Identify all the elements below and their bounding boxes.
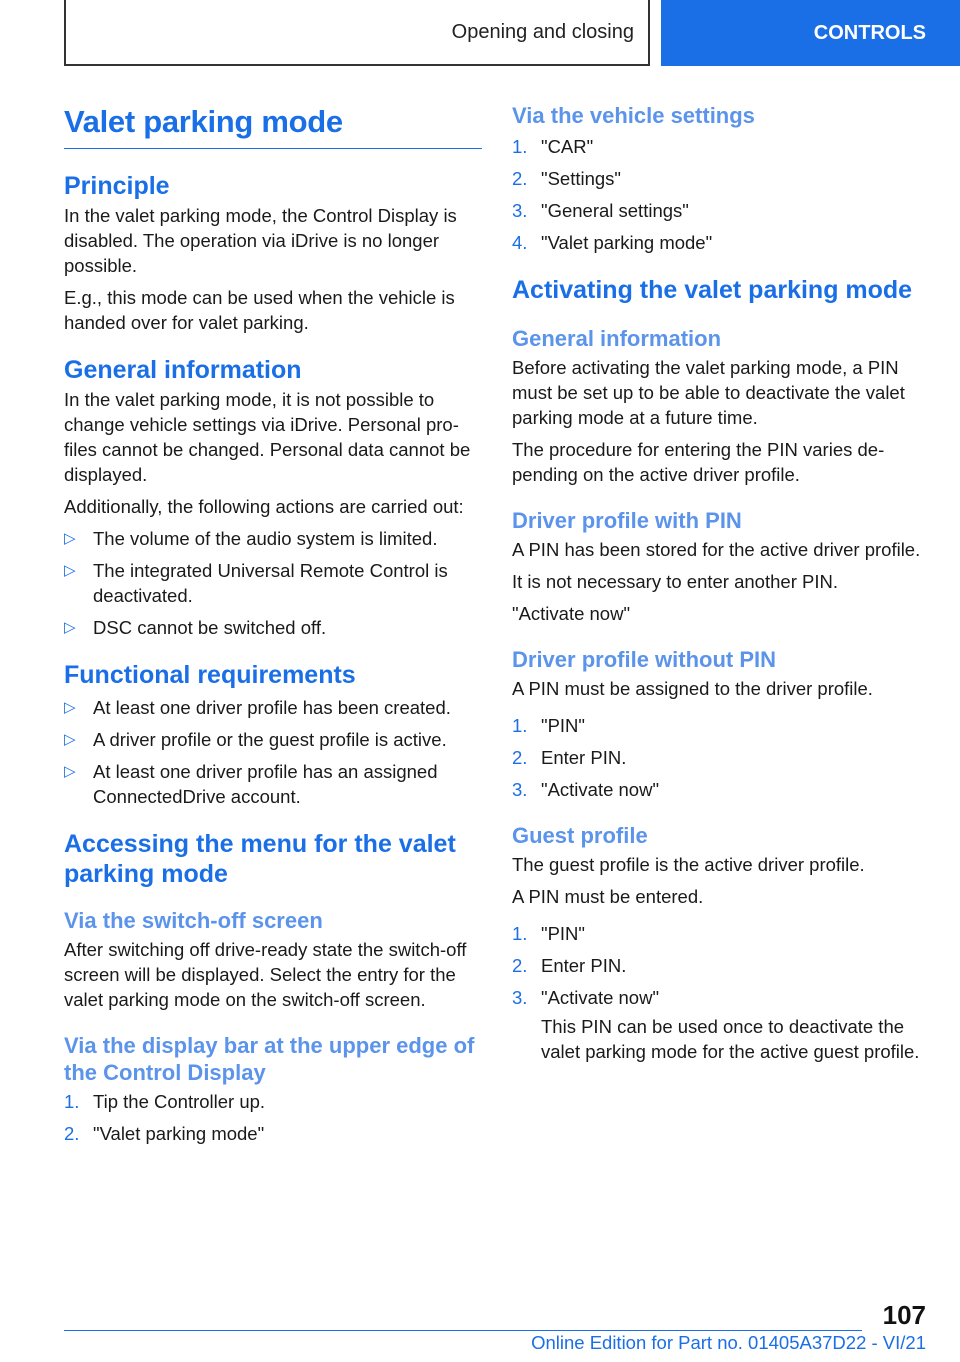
switchoff-heading: Via the switch-off screen <box>64 907 323 933</box>
guest-profile-heading: Guest profile <box>512 823 648 848</box>
list-item: ▷ DSC cannot be switched off. <box>64 616 327 638</box>
activating-general-paragraph: Before activating the valet parking mode, a PIN must be set up to be able to deactivate the valet parking mode at a future time. <box>512 357 905 428</box>
displaybar-heading: Via the display bar at the upper edge of the Control Display <box>64 1032 475 1085</box>
list-item: ▷ At least one driver profile has been created. <box>64 696 451 718</box>
header-section-label: Opening and closing <box>451 20 634 43</box>
list-item: 2. Enter PIN. <box>512 955 627 976</box>
principle-heading: Principle <box>64 171 170 200</box>
general-info-heading: General information <box>64 355 302 384</box>
activating-heading: Activating the valet parking mode <box>512 276 913 304</box>
principle-paragraph: E.g., this mode can be used when the vehicle is handed over for valet parking. <box>64 286 455 333</box>
general-info-paragraph: In the valet parking mode, it is not possible to change vehicle settings via iDrive. Personal profiles cannot be changed. Personal data cannot be displayed. <box>64 388 471 485</box>
list-item: 3. "Activate now" <box>512 987 660 1008</box>
with-pin-paragraph: "Activate now" <box>512 603 631 624</box>
requirements-heading: Functional requirements <box>64 660 356 689</box>
with-pin-heading: Driver profile with PIN <box>512 508 742 533</box>
switchoff-paragraph: After switching off drive-ready state the switch-off screen will be displayed. Select the entry for the valet parking mode on the switch-off screen. <box>64 938 467 1010</box>
vehicle-settings-heading: Via the vehicle settings <box>512 103 755 128</box>
triangle-bullet-icon: ▷ <box>64 561 76 579</box>
guest-profile-paragraph: The guest profile is the active driver profile. <box>512 854 865 875</box>
list-item: ▷ The integrated Universal Remote Control is deactivated. <box>64 559 448 606</box>
list-item: 2. "Valet parking mode" <box>64 1122 265 1144</box>
footer-edition: Online Edition for Part no. 01405A37D22 - VI/21 <box>531 1332 926 1353</box>
triangle-bullet-icon: ▷ <box>64 698 76 716</box>
left-column <box>64 98 482 1153</box>
without-pin-heading: Driver profile without PIN <box>512 647 777 672</box>
list-item: ▷ The volume of the audio system is limited. <box>64 527 438 549</box>
list-item: 1. Tip the Controller up. <box>64 1090 266 1112</box>
guest-profile-note: This PIN can be used once to deactivate the valet parking mode for the active guest profile. <box>541 1016 920 1062</box>
right-column <box>512 98 922 1071</box>
guest-profile-steps <box>512 921 922 1010</box>
triangle-bullet-icon: ▷ <box>64 762 76 780</box>
list-item: 1. "PIN" <box>512 923 585 944</box>
displaybar-steps <box>64 1089 482 1146</box>
with-pin-paragraph: It is not necessary to enter another PIN. <box>512 571 838 592</box>
list-item: 3. "General settings" <box>512 200 689 221</box>
list-item: 2. "Settings" <box>512 168 621 189</box>
activating-general-heading: General information <box>512 326 722 351</box>
list-item: 3. "Activate now" <box>512 779 660 800</box>
requirements-bullets <box>64 695 482 809</box>
page-number: 107 <box>882 1300 926 1330</box>
principle-paragraph: In the valet parking mode, the Control Display is disabled. The operation via iDrive is no longer possible. <box>64 204 457 276</box>
activating-general-paragraph: The procedure for entering the PIN varies depending on the active driver profile. <box>512 439 885 485</box>
header-chapter-label: CONTROLS <box>813 21 926 44</box>
accessing-heading: Accessing the menu for the valet parking mode <box>64 829 456 888</box>
triangle-bullet-icon: ▷ <box>64 618 76 636</box>
list-item: ▷ A driver profile or the guest profile is active. <box>64 728 447 750</box>
footer-divider <box>64 1330 862 1331</box>
list-item: 2. Enter PIN. <box>512 747 627 768</box>
without-pin-steps <box>512 713 922 802</box>
list-item: ▷ At least one driver profile has an assigned ConnectedDrive account. <box>64 760 438 807</box>
with-pin-paragraph: A PIN has been stored for the active driver profile. <box>512 539 921 560</box>
page-title: Valet parking mode <box>64 104 482 149</box>
list-item: 1. "CAR" <box>512 136 594 157</box>
general-info-bullets <box>64 526 482 640</box>
without-pin-paragraph: A PIN must be assigned to the driver profile. <box>512 678 873 699</box>
vehicle-settings-steps <box>512 134 922 255</box>
triangle-bullet-icon: ▷ <box>64 730 76 748</box>
list-item: 1. "PIN" <box>512 715 585 736</box>
guest-profile-paragraph: A PIN must be entered. <box>512 886 704 907</box>
triangle-bullet-icon: ▷ <box>64 529 76 547</box>
header-section-tab <box>64 0 650 66</box>
list-item: 4. "Valet parking mode" <box>512 232 713 253</box>
general-info-paragraph: Additionally, the following actions are carried out: <box>64 495 464 517</box>
header-chapter-tab <box>661 0 960 66</box>
